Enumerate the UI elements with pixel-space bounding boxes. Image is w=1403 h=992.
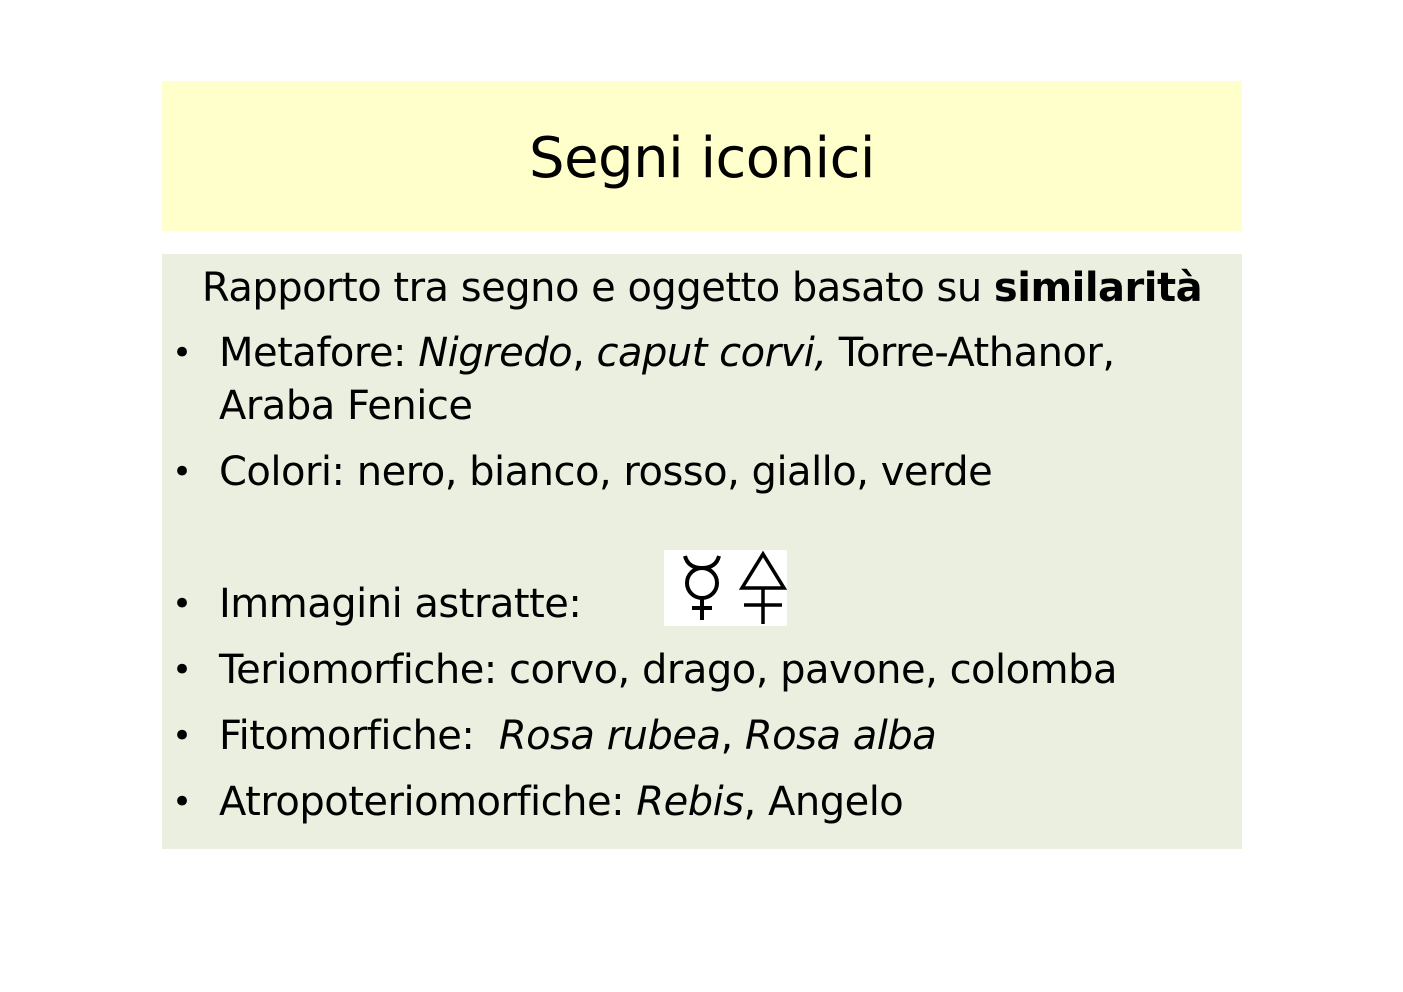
bullet-text: Colori: nero, bianco, rosso, giallo, verde: [219, 449, 993, 495]
bullet-text-continued: Araba Fenice: [219, 383, 473, 429]
antimony-symbol-icon: [742, 554, 784, 624]
bullet-text: Atropoteriomorfiche: Rebis, Angelo: [219, 779, 904, 825]
bullet-text: Immagini astratte:: [219, 581, 582, 627]
bullet-dot: •: [172, 716, 192, 756]
intro-bold: similarità: [993, 265, 1203, 311]
title-box: [162, 81, 1242, 231]
bullet-dot: •: [172, 452, 192, 492]
bullet-dot: •: [172, 333, 192, 373]
slide-title: Segni iconici: [529, 125, 875, 191]
intro-text: Rapporto tra segno e oggetto basato su: [201, 265, 994, 311]
bullet-dot: •: [172, 584, 192, 624]
bullet-text: Fitomorfiche: Rosa rubea, Rosa alba: [219, 713, 937, 759]
alchemical-symbols-svg: [664, 550, 787, 626]
bullet-dot: •: [172, 782, 192, 822]
intro-line: [162, 262, 1242, 314]
bullet-dot: •: [172, 650, 192, 690]
content-box: [162, 254, 1242, 849]
alchemical-symbols-image: [664, 550, 787, 626]
bullet-text: Teriomorfiche: corvo, drago, pavone, colomba: [219, 647, 1117, 693]
mercury-symbol-icon: [685, 556, 719, 620]
bullet-text: Metafore: Nigredo, caput corvi, Torre-Athanor,: [219, 330, 1115, 376]
